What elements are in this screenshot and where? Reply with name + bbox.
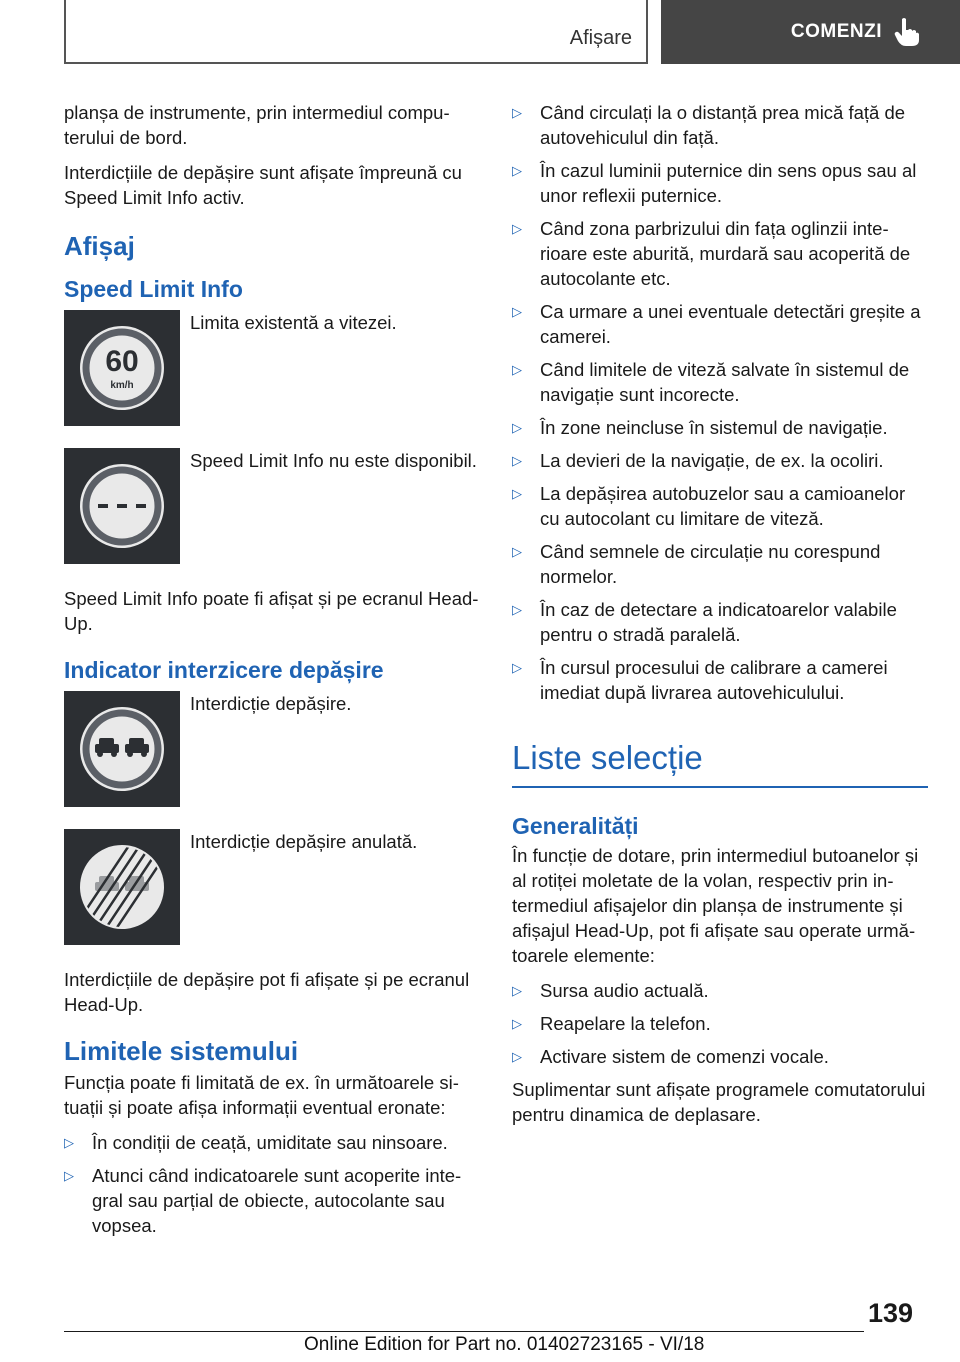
list-item-text: La devieri de la navigație, de ex. la ocoliri. [540,450,884,471]
triangle-bullet-icon: ▷ [512,1016,522,1031]
afisaj-heading: Afișaj [64,231,135,261]
triangle-bullet-icon: ▷ [512,105,522,120]
list-item [512,100,928,150]
header-tab-comenzi[interactable] [661,0,960,64]
list-item [512,357,928,407]
list-item [512,481,928,531]
triangle-bullet-icon: ▷ [512,544,522,559]
overtake-hud-text: Interdicțiile de depășire pot fi afișate și pe ecranul Head-Up. [64,969,470,1015]
list-item-text: La depășirea autobuzelor sau a camioanelor cu autocolant cu limitare de viteză. [540,483,906,529]
triangle-bullet-icon: ▷ [64,1168,74,1183]
system-limits-heading: Limitele sistemului [64,1036,299,1066]
list-item [512,978,928,1003]
list-item-text: Când limitele de viteză salvate în sistemul de navigație sunt incorecte. [540,359,910,405]
list-item-text: Atunci când indicatoarele sunt acoperite integral sau parțial de obiecte, autocolante sau vopsea. [92,1165,462,1236]
left-column [64,100,484,1246]
list-item-text: În zone neincluse în sistemul de navigație. [540,417,888,438]
footer-edition-text: Online Edition for Part no. 01402723165 - VI/18 [304,1334,705,1355]
speed-limit-hud-text: Speed Limit Info poate fi afișat și pe ecranul Head-Up. [64,588,479,634]
header-tab-label: COMENZI [790,21,882,42]
triangle-bullet-icon: ▷ [512,420,522,435]
sign-row-unavailable [64,448,484,564]
triangle-bullet-icon: ▷ [512,453,522,468]
sign-row-overtaking-cancelled [64,829,484,945]
triangle-bullet-icon: ▷ [512,163,522,178]
system-limits-intro: Funcția poate fi limitată de ex. în următoarele situații și poate afișa informații eventual eronate: [64,1072,459,1118]
header-section-box [64,0,648,64]
triangle-bullet-icon: ▷ [512,221,522,236]
list-item [64,1163,484,1238]
list-item [64,1130,484,1155]
speed-limit-sign-image [64,310,180,426]
sign-caption: Interdicție depășire anulată. [190,831,418,852]
page-number: 139 [868,1298,914,1328]
speed-limit-info-heading: Speed Limit Info [64,276,243,302]
list-item-text: În cursul procesului de calibrare a camerei imediat după livrarea autovehiculului. [540,657,888,703]
liste-selectie-heading: Liste selecție [512,745,928,788]
sign-row-speed-limit [64,310,484,426]
sign-caption: Interdicție depășire. [190,693,352,714]
triangle-bullet-icon: ▷ [512,362,522,377]
list-item [512,655,928,705]
triangle-bullet-icon: ▷ [512,304,522,319]
sign-caption: Speed Limit Info nu este disponibil. [190,450,477,471]
list-item-text: Ca urmare a unei eventuale detectări greșite a camerei. [540,301,921,347]
list-item [512,597,928,647]
list-item-text: În condiții de ceață, umiditate sau ninsoare. [92,1132,448,1153]
list-item [512,539,928,589]
list-item [512,448,928,473]
triangle-bullet-icon: ▷ [64,1135,74,1150]
generalitati-heading: Generalități [512,813,639,839]
hand-pointer-icon [894,17,920,47]
list-item-text: În caz de detectare a indicatoarelor valabile pentru o stradă paralelă. [540,599,897,645]
list-item-text: Reapelare la telefon. [540,1013,711,1034]
intro-paragraph-2: Interdicțiile de depășire sunt afișate împreună cu Speed Limit Info activ. [64,162,462,208]
speed-limit-value: 60 [105,345,139,378]
overtaking-cancelled-sign-image [64,829,180,945]
list-item [512,158,928,208]
list-item-text: Când circulați la o distanță prea mică față de autovehiculul din față. [540,102,906,148]
overtake-indicator-heading: Indicator interzicere depășire [64,657,384,683]
right-column [512,100,928,1137]
list-item-text: Activare sistem de comenzi vocale. [540,1046,829,1067]
sign-row-no-overtaking [64,691,484,807]
list-item-text: Când semnele de circulație nu corespund normelor. [540,541,881,587]
generalitati-text: În funcție de dotare, prin intermediul butoanelor și al rotiței moletate de la volan, respectiv prin intermediul afișajelor din planșa de instrumente și afișajul Head-Up, pot fi afișate sau operate următoarele elemente: [512,845,919,966]
triangle-bullet-icon: ▷ [512,602,522,617]
closing-paragraph: Suplimentar sunt afișate programele comutatorului pentru dinamica de deplasare. [512,1079,926,1125]
speed-limit-unavailable-sign-image [64,448,180,564]
list-item [512,299,928,349]
header-section-title: Afișare [569,27,632,49]
list-item-text: Când zona parbrizului din fața oglinzii interioare este aburită, murdară sau acoperită de autocolante etc. [540,218,911,289]
speed-limit-unit: km/h [110,380,134,391]
triangle-bullet-icon: ▷ [512,1049,522,1064]
list-item [512,1044,928,1069]
list-item [512,216,928,291]
intro-paragraph-1: planșa de instrumente, prin intermediul computerului de bord. [64,102,450,148]
triangle-bullet-icon: ▷ [512,486,522,501]
list-item [512,415,928,440]
list-item-text: În cazul luminii puternice din sens opus sau al unor reflexii puternice. [540,160,917,206]
list-item-text: Sursa audio actuală. [540,980,709,1001]
footer-divider [64,1331,864,1332]
list-item [512,1011,928,1036]
triangle-bullet-icon: ▷ [512,660,522,675]
triangle-bullet-icon: ▷ [512,983,522,998]
no-overtaking-sign-image [64,691,180,807]
sign-caption: Limita existentă a vitezei. [190,312,397,333]
